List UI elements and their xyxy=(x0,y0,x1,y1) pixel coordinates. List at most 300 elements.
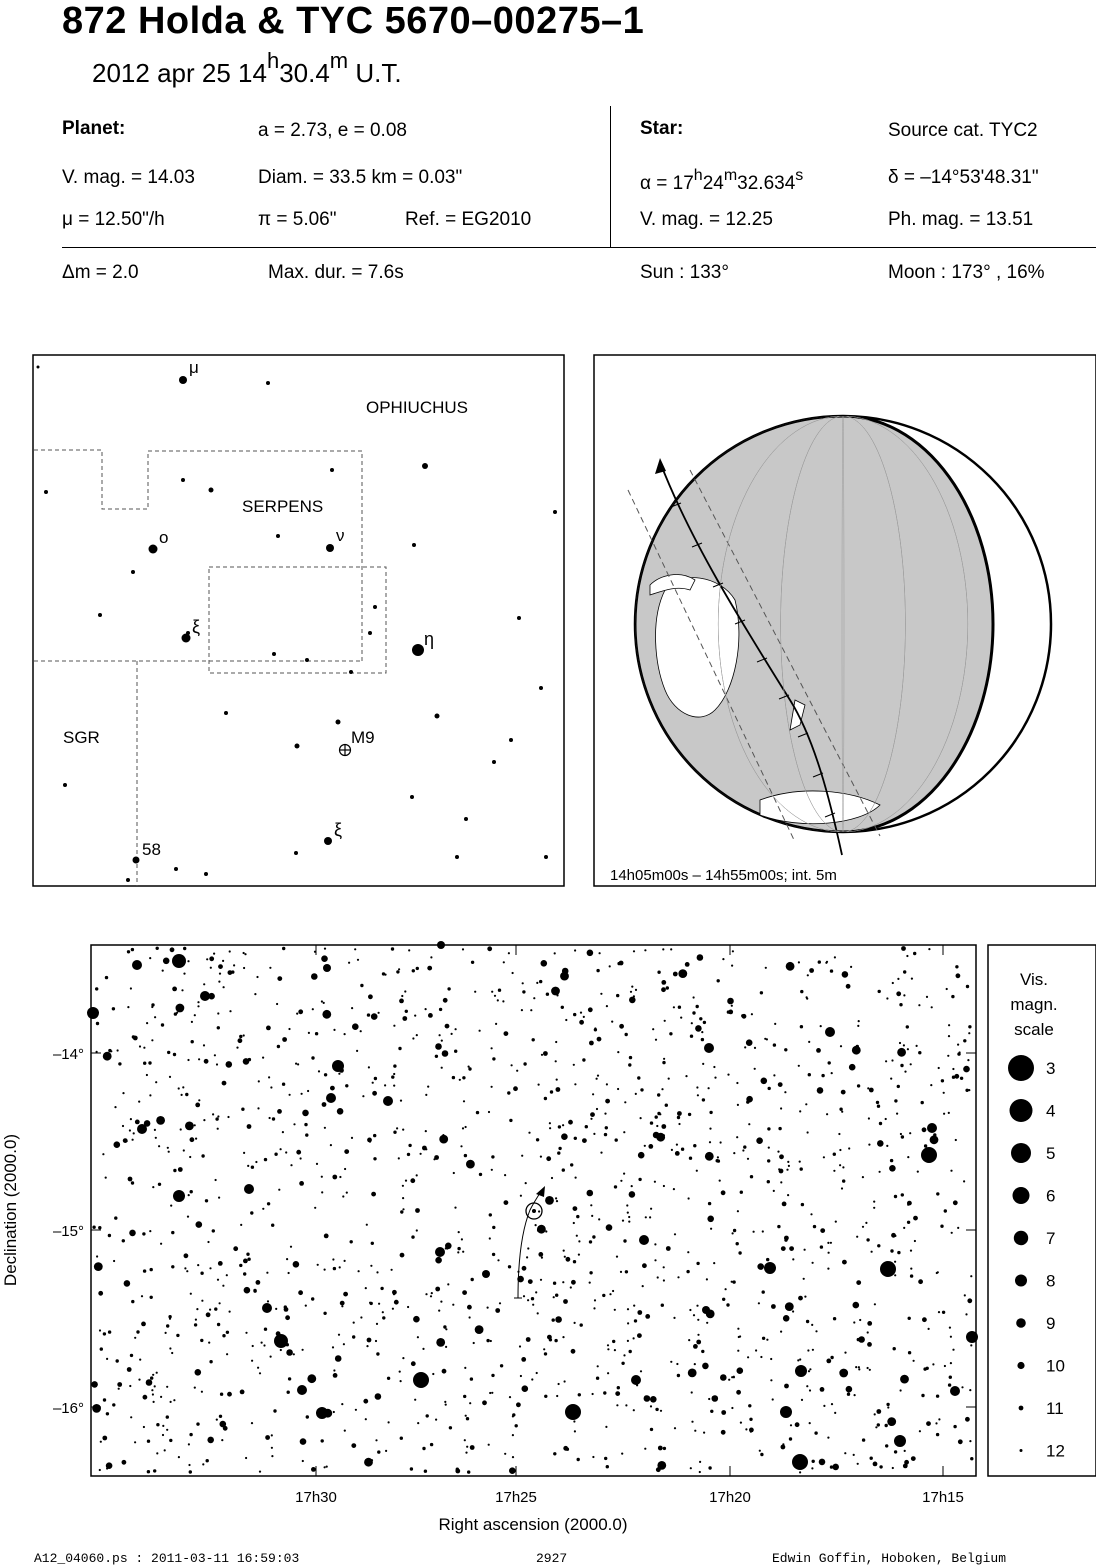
field-star xyxy=(382,1311,384,1313)
field-star xyxy=(737,1367,744,1374)
field-star xyxy=(785,1302,794,1311)
field-star xyxy=(661,1124,666,1129)
event-minutes: 30.4 xyxy=(279,58,330,88)
finder-star xyxy=(368,631,372,635)
field-star xyxy=(967,1059,969,1061)
field-star xyxy=(777,1151,779,1153)
legend-dot-mag-4 xyxy=(1010,1099,1033,1122)
finder-star xyxy=(133,857,140,864)
field-star xyxy=(896,991,901,996)
field-star xyxy=(766,1038,768,1040)
field-star xyxy=(689,1309,691,1311)
field-star xyxy=(661,1304,664,1307)
field-star xyxy=(217,1279,219,1281)
field-star xyxy=(677,1116,680,1119)
field-star xyxy=(798,961,800,963)
field-star xyxy=(335,1355,342,1362)
field-star xyxy=(570,1286,572,1288)
field-star xyxy=(459,1079,461,1081)
field-star xyxy=(686,1270,689,1273)
field-star xyxy=(420,1153,422,1155)
field-star xyxy=(709,1111,712,1114)
field-star xyxy=(297,1063,299,1065)
bright-star xyxy=(631,1375,641,1385)
field-star xyxy=(820,1025,822,1027)
field-star xyxy=(255,1161,257,1163)
field-star xyxy=(151,1389,153,1391)
field-star xyxy=(114,1216,117,1219)
bright-star xyxy=(825,1027,835,1037)
field-star xyxy=(176,1004,185,1013)
field-star xyxy=(525,1182,527,1184)
field-star xyxy=(416,967,419,970)
field-star xyxy=(130,987,132,989)
field-star xyxy=(799,1358,801,1360)
field-star xyxy=(669,1032,672,1035)
finder-star xyxy=(174,867,178,871)
field-star xyxy=(937,1271,939,1273)
field-star xyxy=(657,971,660,974)
bright-star xyxy=(437,941,445,949)
field-star xyxy=(410,1178,415,1183)
field-star xyxy=(867,1331,869,1333)
field-star xyxy=(615,1138,618,1141)
field-star xyxy=(670,1361,672,1363)
field-star xyxy=(286,1349,293,1356)
finder-star xyxy=(492,760,496,764)
field-star xyxy=(122,1125,124,1127)
bright-star xyxy=(383,1096,393,1106)
field-star xyxy=(706,1278,708,1280)
field-star xyxy=(189,1470,192,1473)
bright-star xyxy=(262,1303,272,1313)
field-star xyxy=(340,1301,345,1306)
field-star xyxy=(655,1039,657,1041)
field-star xyxy=(495,1308,500,1313)
field-star xyxy=(859,1319,861,1321)
field-star xyxy=(720,1374,727,1381)
field-star xyxy=(516,1070,518,1072)
field-star xyxy=(293,1353,295,1355)
field-star xyxy=(706,1322,708,1324)
footer-file: A12_04060.ps : 2011-03-11 16:59:03 xyxy=(34,1551,300,1566)
field-star xyxy=(623,1239,626,1242)
field-star xyxy=(612,1290,614,1292)
finder-star xyxy=(186,631,190,635)
field-star xyxy=(535,1224,537,1226)
field-star xyxy=(143,1269,146,1272)
field-star xyxy=(809,1389,811,1391)
field-star xyxy=(604,1113,606,1115)
field-star xyxy=(707,1216,714,1223)
finder-star xyxy=(305,658,309,662)
field-star xyxy=(819,1459,826,1466)
field-star xyxy=(808,1370,810,1372)
field-star xyxy=(154,1016,156,1018)
field-star xyxy=(253,1289,256,1292)
field-star xyxy=(469,1316,471,1318)
legend-title-line-3: scale xyxy=(1014,1020,1054,1039)
field-star xyxy=(222,1285,224,1287)
field-star xyxy=(620,1180,622,1182)
field-star xyxy=(302,1349,304,1351)
field-star xyxy=(612,1340,615,1343)
field-star xyxy=(371,1459,373,1461)
field-star xyxy=(100,1347,103,1350)
field-star xyxy=(189,1433,192,1436)
field-star xyxy=(936,1192,939,1195)
field-star xyxy=(896,1113,898,1115)
field-star xyxy=(338,1073,340,1075)
field-star xyxy=(417,1422,419,1424)
field-star xyxy=(532,1304,534,1306)
field-star xyxy=(701,1350,704,1353)
field-star xyxy=(491,1155,494,1158)
field-star xyxy=(393,1131,396,1134)
field-star xyxy=(537,1228,542,1233)
field-star xyxy=(717,1156,719,1158)
field-star xyxy=(207,1437,214,1444)
field-star xyxy=(722,958,724,960)
field-star xyxy=(820,1089,822,1091)
field-star xyxy=(465,1415,467,1417)
field-star xyxy=(606,1083,608,1085)
field-star xyxy=(407,1306,409,1308)
field-star xyxy=(890,1078,892,1080)
field-star xyxy=(259,1372,261,1374)
field-star xyxy=(368,1066,370,1068)
field-star xyxy=(413,1316,420,1323)
field-star xyxy=(573,1064,575,1066)
field-star xyxy=(286,1258,288,1260)
field-star xyxy=(357,959,359,961)
finder-star xyxy=(224,711,228,715)
field-star xyxy=(197,1223,199,1225)
field-star xyxy=(644,1395,647,1398)
field-star xyxy=(351,1007,353,1009)
field-star xyxy=(302,1110,309,1117)
field-star xyxy=(970,1457,973,1460)
field-star xyxy=(324,1234,329,1239)
field-star xyxy=(696,1340,701,1345)
field-star xyxy=(307,1374,316,1383)
field-star xyxy=(738,1251,741,1254)
field-star xyxy=(890,1249,893,1252)
field-star xyxy=(579,1020,584,1025)
field-star xyxy=(400,1100,402,1102)
field-star xyxy=(189,1156,191,1158)
field-star xyxy=(523,1295,525,1297)
field-star xyxy=(196,1308,198,1310)
bright-star xyxy=(927,1123,937,1133)
field-star xyxy=(555,1197,557,1199)
field-star xyxy=(263,1344,265,1346)
field-star xyxy=(737,1104,739,1106)
field-star xyxy=(857,1463,859,1465)
field-star xyxy=(808,1041,810,1043)
star-source-catalog: Source cat. TYC2 xyxy=(888,120,1038,141)
field-star xyxy=(653,1132,660,1139)
field-star xyxy=(620,1271,622,1273)
field-star xyxy=(645,1314,650,1319)
field-star xyxy=(731,965,733,967)
field-star xyxy=(117,1049,119,1051)
field-star xyxy=(619,1024,624,1029)
field-star xyxy=(368,994,373,999)
field-star xyxy=(952,1068,954,1070)
field-star xyxy=(404,990,406,992)
field-star xyxy=(465,1452,467,1454)
field-star xyxy=(183,947,186,950)
field-star xyxy=(911,978,913,980)
field-star xyxy=(426,1414,429,1417)
field-star xyxy=(149,1094,151,1096)
field-star xyxy=(790,1424,792,1426)
field-star xyxy=(134,1441,136,1443)
field-star xyxy=(901,946,906,951)
field-star xyxy=(862,1438,865,1441)
ra-h-marker: h xyxy=(693,167,703,184)
field-star xyxy=(452,1304,454,1306)
field-star xyxy=(416,1229,418,1231)
field-star xyxy=(147,1440,150,1443)
field-star xyxy=(138,1379,140,1381)
field-star xyxy=(949,1376,952,1379)
field-star xyxy=(531,1378,533,1380)
field-star xyxy=(321,1439,324,1442)
field-star xyxy=(786,962,795,971)
field-star xyxy=(95,987,98,990)
field-star xyxy=(425,1094,427,1096)
field-star xyxy=(725,1288,727,1290)
field-star xyxy=(894,1450,897,1453)
field-star xyxy=(869,1088,874,1093)
field-star xyxy=(720,1141,722,1143)
field-star xyxy=(713,1262,715,1264)
field-star xyxy=(806,996,808,998)
field-star xyxy=(963,1039,966,1042)
field-star xyxy=(540,1279,542,1281)
field-star xyxy=(624,1101,626,1103)
field-star xyxy=(257,1367,259,1369)
field-star xyxy=(590,1112,595,1117)
field-star xyxy=(894,1261,896,1263)
field-star xyxy=(716,1159,719,1162)
field-star xyxy=(415,1208,420,1213)
field-star xyxy=(549,1127,551,1129)
field-star xyxy=(627,1322,629,1324)
field-star xyxy=(275,1308,277,1310)
field-star xyxy=(114,1106,116,1108)
field-star xyxy=(527,1247,529,1249)
field-star xyxy=(759,1450,761,1452)
field-star xyxy=(301,1093,303,1095)
field-star xyxy=(217,1323,220,1326)
field-star xyxy=(903,1464,908,1469)
field-star xyxy=(597,1365,599,1367)
field-star xyxy=(890,1159,893,1162)
field-star xyxy=(644,1145,646,1147)
field-star xyxy=(747,1356,749,1358)
field-star xyxy=(209,1360,212,1363)
field-star xyxy=(868,1144,870,1146)
field-star xyxy=(503,961,505,963)
field-star xyxy=(887,1406,889,1408)
field-star xyxy=(171,1231,174,1234)
field-star xyxy=(96,1022,99,1025)
field-star xyxy=(360,984,363,987)
legend-label-mag-9: 9 xyxy=(1046,1314,1056,1333)
field-star xyxy=(486,1339,489,1342)
field-star xyxy=(392,1308,394,1310)
field-star xyxy=(969,1440,971,1442)
field-star xyxy=(504,1031,509,1036)
finder-star xyxy=(410,795,414,799)
field-star xyxy=(285,1315,290,1320)
field-star xyxy=(314,1207,316,1209)
field-star xyxy=(603,1391,606,1394)
field-star xyxy=(352,1023,359,1030)
field-star xyxy=(324,1466,326,1468)
field-star xyxy=(703,1432,705,1434)
field-star xyxy=(186,1270,188,1272)
field-star xyxy=(158,1183,161,1186)
field-star xyxy=(195,1103,200,1108)
finder-star xyxy=(455,855,459,859)
field-star xyxy=(689,1157,692,1160)
field-star xyxy=(536,1138,539,1141)
field-star xyxy=(940,1225,943,1228)
field-star xyxy=(264,1328,267,1331)
field-star xyxy=(212,1113,214,1115)
field-star xyxy=(728,1379,730,1381)
field-star xyxy=(178,1087,180,1089)
finder-star xyxy=(131,570,135,574)
main-star-chart xyxy=(1,941,978,1534)
field-star xyxy=(366,1224,368,1226)
field-star xyxy=(897,1085,900,1088)
field-star xyxy=(382,972,385,975)
field-star xyxy=(953,1200,958,1205)
field-star xyxy=(142,1232,145,1235)
field-star xyxy=(417,1336,419,1338)
field-star xyxy=(616,1404,618,1406)
field-star xyxy=(690,1467,692,1469)
field-star xyxy=(774,1023,776,1025)
field-star xyxy=(219,1415,222,1418)
field-star xyxy=(799,1161,801,1163)
field-star xyxy=(582,1058,585,1061)
field-star xyxy=(798,1065,800,1067)
field-star xyxy=(468,1067,471,1070)
field-star xyxy=(637,1310,642,1315)
field-star xyxy=(965,1313,967,1315)
field-star xyxy=(541,1054,543,1056)
field-star xyxy=(840,1045,842,1047)
field-star xyxy=(402,1197,404,1199)
field-star xyxy=(960,1077,963,1080)
field-star xyxy=(151,1003,154,1006)
field-star xyxy=(376,1323,378,1325)
field-star xyxy=(197,1264,199,1266)
field-star xyxy=(455,1028,457,1030)
field-star xyxy=(442,1134,444,1136)
field-star xyxy=(910,1250,912,1252)
field-star xyxy=(876,1409,881,1414)
field-star xyxy=(617,1386,620,1389)
field-star xyxy=(688,1197,690,1199)
field-star xyxy=(691,1022,693,1024)
field-star xyxy=(721,1410,726,1415)
field-star xyxy=(816,1048,821,1053)
field-star xyxy=(196,1221,203,1228)
field-star xyxy=(778,1127,781,1130)
field-star xyxy=(197,1005,199,1007)
field-star xyxy=(858,1366,860,1368)
bright-star xyxy=(323,964,331,972)
field-star xyxy=(337,1108,344,1115)
field-star xyxy=(760,1453,763,1456)
field-star xyxy=(398,968,400,970)
field-star xyxy=(536,982,538,984)
field-star xyxy=(362,1095,364,1097)
field-star xyxy=(526,1256,528,1258)
field-star xyxy=(739,1335,741,1337)
field-star xyxy=(163,958,170,965)
field-star xyxy=(949,1327,951,1329)
field-star xyxy=(551,1177,553,1179)
magnitude-drop: Δm = 2.0 xyxy=(62,262,139,283)
finder-star xyxy=(539,686,543,690)
field-star xyxy=(699,1461,701,1463)
field-star xyxy=(487,1307,489,1309)
field-star xyxy=(573,1013,576,1016)
field-star xyxy=(333,1369,335,1371)
field-star xyxy=(553,1282,556,1285)
field-star xyxy=(127,1006,129,1008)
field-star xyxy=(655,1115,658,1118)
field-star xyxy=(324,1127,326,1129)
field-star xyxy=(926,1367,929,1370)
field-star xyxy=(164,1449,166,1451)
field-star xyxy=(930,1135,939,1144)
field-star xyxy=(311,973,318,980)
field-star xyxy=(502,1000,504,1002)
field-star xyxy=(271,1224,274,1227)
field-star xyxy=(545,1230,547,1232)
field-star xyxy=(909,1132,911,1134)
field-star xyxy=(708,1466,711,1469)
field-star xyxy=(928,948,930,950)
field-star xyxy=(573,1420,575,1422)
field-star xyxy=(886,997,888,999)
field-star xyxy=(187,960,189,962)
field-star xyxy=(256,1280,261,1285)
field-star xyxy=(276,1003,278,1005)
field-star xyxy=(690,1035,693,1038)
field-star xyxy=(467,1305,472,1310)
field-star xyxy=(681,1148,684,1151)
field-star xyxy=(535,1291,537,1293)
field-star xyxy=(293,1261,300,1268)
field-star xyxy=(746,1096,753,1103)
field-star xyxy=(466,1417,469,1420)
field-star xyxy=(243,952,245,954)
field-star xyxy=(705,1152,714,1161)
field-star xyxy=(800,1025,803,1028)
field-star xyxy=(906,1025,909,1028)
finder-star xyxy=(336,720,341,725)
